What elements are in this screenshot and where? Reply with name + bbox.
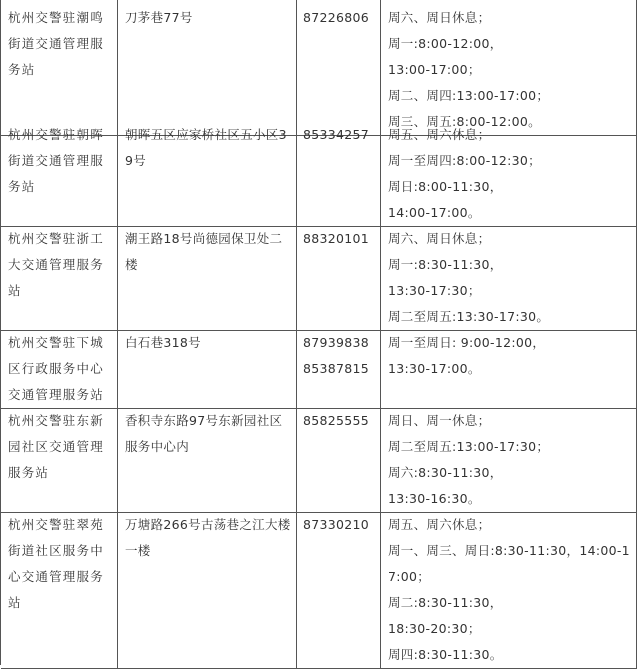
hours-line: 周一至周日: 9:00-12:00， bbox=[388, 335, 546, 350]
station-name: 杭州交警驻翠苑街道社区服务中心交通管理服务站 bbox=[8, 517, 104, 610]
station-name: 杭州交警驻下城区行政服务中心交通管理服务站 bbox=[8, 335, 104, 402]
hours-line: 周六:8:30-11:30， bbox=[388, 465, 503, 480]
hours-line: 13:30-16:30。 bbox=[388, 491, 481, 506]
table-row bbox=[1, 325, 640, 403]
station-name-cell bbox=[1, 325, 118, 409]
station-name-cell bbox=[1, 403, 118, 513]
hours-cell bbox=[381, 0, 637, 136]
phone-number: 85387815 bbox=[303, 361, 370, 376]
phone-number: 85825555 bbox=[303, 413, 370, 428]
hours-line: 周六、周日休息； bbox=[388, 10, 491, 25]
table-row bbox=[1, 117, 640, 221]
station-name: 杭州交警驻潮鸣街道交通管理服务站 bbox=[8, 10, 104, 77]
hours-line: 周二:8:30-11:30， bbox=[388, 595, 503, 610]
table-row bbox=[1, 403, 640, 507]
hours-line: 13:30-17:30； bbox=[388, 283, 481, 298]
hours-cell bbox=[381, 117, 637, 227]
station-name-cell bbox=[1, 221, 118, 331]
table-row bbox=[1, 221, 640, 325]
station-name-cell bbox=[1, 117, 118, 227]
hours-line: 周日、周一休息； bbox=[388, 413, 491, 428]
hours-line: 周四:8:30-11:30。 bbox=[388, 647, 503, 662]
station-name: 杭州交警驻东新园社区交通管理服务站 bbox=[8, 413, 104, 480]
phone-cell bbox=[297, 221, 381, 331]
phone-cell bbox=[297, 0, 381, 136]
hours-line: 周一:8:30-11:30， bbox=[388, 257, 503, 272]
address-cell bbox=[118, 403, 297, 513]
hours-line: 周一:8:00-12:00， bbox=[388, 36, 503, 51]
hours-line: 周一至周四:8:00-12:30； bbox=[388, 153, 541, 168]
address-cell bbox=[118, 325, 297, 409]
hours-line: 周六、周日休息； bbox=[388, 231, 491, 246]
station-address: 香积寺东路97号东新园社区服务中心内 bbox=[125, 413, 283, 454]
station-address: 潮王路18号尚德园保卫处二楼 bbox=[125, 231, 283, 272]
phone-cell bbox=[297, 117, 381, 227]
address-cell bbox=[118, 0, 297, 136]
phone-number: 87939838 bbox=[303, 335, 370, 350]
hours-line: 周二至周五:13:30-17:30。 bbox=[388, 309, 550, 324]
phone-cell bbox=[297, 507, 381, 669]
phone-number: 85334257 bbox=[303, 127, 370, 142]
hours-line: 周五、周六休息； bbox=[388, 517, 491, 532]
station-name-cell bbox=[1, 0, 118, 136]
hours-line: 13:00-17:00； bbox=[388, 62, 481, 77]
station-address: 刀茅巷77号 bbox=[125, 10, 193, 25]
hours-cell bbox=[381, 403, 637, 513]
station-name: 杭州交警驻朝晖街道交通管理服务站 bbox=[8, 127, 104, 194]
address-cell bbox=[118, 221, 297, 331]
hours-line: 18:30-20:30； bbox=[388, 621, 481, 636]
phone-cell bbox=[297, 403, 381, 513]
phone-number: 88320101 bbox=[303, 231, 370, 246]
hours-line: 周三、周五:8:00-12:00。 bbox=[388, 114, 541, 129]
hours-cell bbox=[381, 507, 637, 669]
station-name-cell bbox=[1, 507, 118, 669]
hours-cell bbox=[381, 325, 637, 409]
station-address: 万塘路266号古荡巷之江大楼一楼 bbox=[125, 517, 291, 558]
address-cell bbox=[118, 117, 297, 227]
phone-number: 87330210 bbox=[303, 517, 370, 532]
station-name: 杭州交警驻浙工大交通管理服务站 bbox=[8, 231, 104, 298]
hours-line: 周二、周四:13:00-17:00； bbox=[388, 88, 550, 103]
phone-number: 87226806 bbox=[303, 10, 370, 25]
hours-cell bbox=[381, 221, 637, 331]
hours-line: 13:30-17:00。 bbox=[388, 361, 481, 376]
table-row bbox=[1, 507, 640, 665]
hours-line: 周日:8:00-11:30， bbox=[388, 179, 503, 194]
hours-line: 周二至周五:13:00-17:30； bbox=[388, 439, 550, 454]
station-address: 朝晖五区应家桥社区五小区39号 bbox=[125, 127, 287, 168]
phone-cell bbox=[297, 325, 381, 409]
table-row bbox=[1, 0, 640, 129]
hours-line: 周一、周三、周日:8:30-11:30，14:00-17:00； bbox=[388, 543, 630, 584]
station-address: 白石巷318号 bbox=[125, 335, 201, 350]
hours-line: 周五、周六休息； bbox=[388, 127, 491, 142]
hours-line: 14:00-17:00。 bbox=[388, 205, 481, 220]
address-cell bbox=[118, 507, 297, 669]
